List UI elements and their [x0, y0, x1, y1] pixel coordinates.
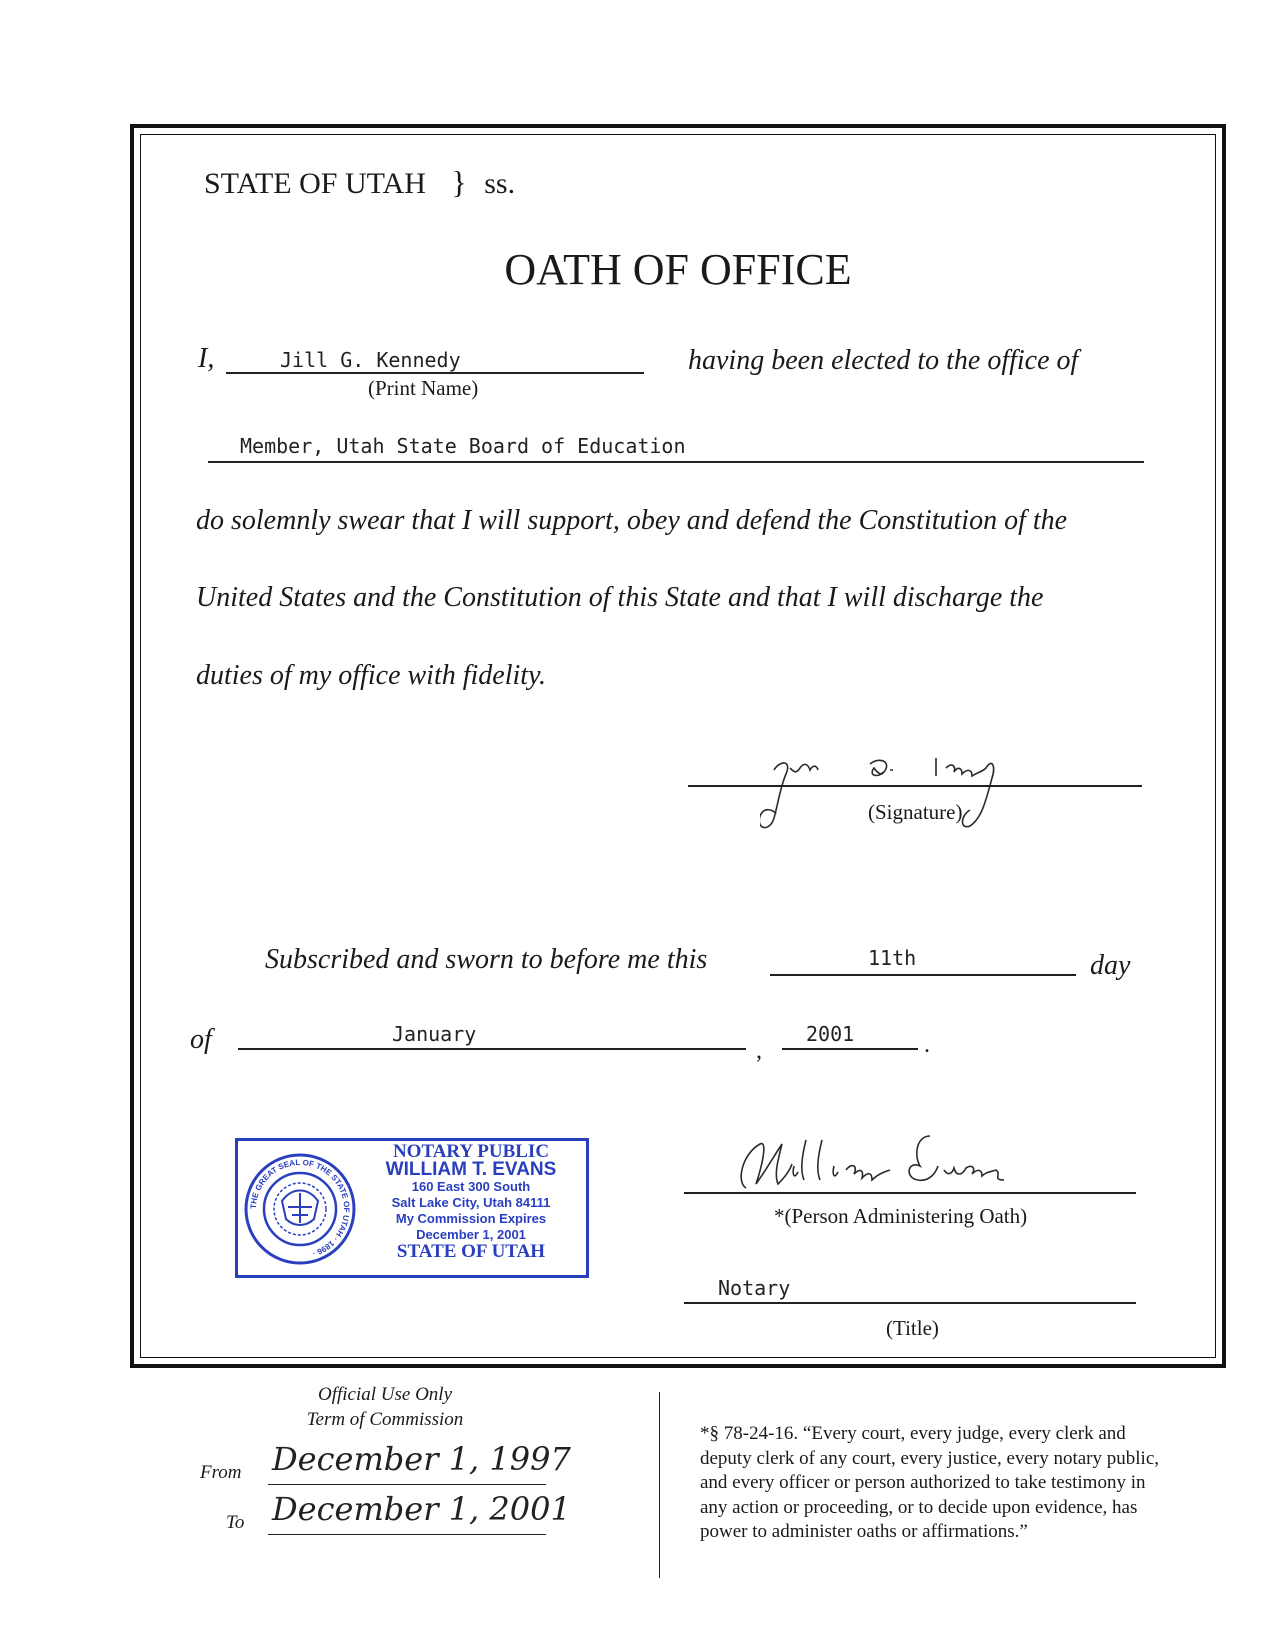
month-line	[238, 1048, 746, 1050]
stamp-line-expiry: December 1, 2001	[416, 1227, 526, 1242]
office-line	[208, 461, 1144, 463]
utah-state-seal	[242, 1147, 360, 1271]
ss-label: ss.	[484, 167, 516, 200]
signature-caption: (Signature)	[868, 800, 963, 824]
day-value: 11th	[868, 946, 917, 970]
year-line	[782, 1048, 918, 1050]
to-label: To	[226, 1512, 245, 1533]
stamp-line-commission: My Commission Expires	[395, 1211, 547, 1226]
statute-line: deputy clerk of any court, every justice, every notary public,	[700, 1447, 1159, 1469]
title-caption: (Title)	[886, 1316, 939, 1340]
print-name-caption: (Print Name)	[368, 376, 479, 400]
year-value: 2001	[806, 1022, 855, 1046]
statute-line: and every officer or person authorized to take testimony in	[700, 1472, 1146, 1493]
oath-text-line1: do solemnly swear that I will support, obey and defend the Constitution of the	[196, 505, 1068, 536]
print-name-line	[226, 372, 644, 374]
from-line	[268, 1484, 546, 1485]
day-line	[770, 974, 1076, 976]
print-name-value: Jill G. Kennedy	[280, 348, 461, 372]
from-date-handwritten: December 1, 1997	[272, 1440, 571, 1478]
statute-line: *§ 78-24-16. “Every court, every judge, every clerk and	[700, 1423, 1126, 1444]
office-value: Member, Utah State Board of Education	[240, 434, 686, 458]
to-line	[268, 1534, 546, 1535]
oath-text-line2: United States and the Constitution of this State and that I will discharge the	[196, 582, 1044, 613]
term-of-commission-line: Term of Commission	[306, 1409, 464, 1430]
brace: }	[451, 164, 467, 200]
from-label: From	[200, 1462, 242, 1483]
title-value: Notary	[718, 1276, 791, 1300]
administrator-signature-line	[684, 1192, 1136, 1194]
oath-text-line3: duties of my office with fidelity.	[196, 660, 546, 691]
sworn-text: Subscribed and sworn to before me this	[265, 944, 708, 975]
section-divider	[659, 1392, 660, 1578]
statute-line: power to administer oaths or affirmations.”	[700, 1521, 1028, 1542]
document-title: OATH OF OFFICE	[504, 245, 852, 294]
stamp-line-address: 160 East 300 South	[411, 1179, 531, 1194]
notary-stamp	[235, 1138, 589, 1278]
administrator-signature	[730, 1130, 1050, 1196]
stamp-line-city: Salt Lake City, Utah 84111	[391, 1195, 551, 1210]
official-use-line: Official Use Only	[317, 1384, 453, 1405]
seal-ring-text: THE GREAT SEAL OF THE STATE OF UTAH · 1896 ·	[248, 1157, 352, 1259]
signature-line	[688, 785, 1142, 787]
to-date-handwritten: December 1, 2001	[272, 1490, 571, 1528]
date-period: .	[924, 1032, 930, 1058]
day-label: day	[1090, 950, 1131, 981]
official-use-heading	[280, 1382, 490, 1432]
title-line	[684, 1302, 1136, 1304]
state-label: STATE OF UTAH	[204, 167, 426, 200]
stamp-line-notary-public: NOTARY PUBLIC	[392, 1141, 550, 1162]
administrator-caption: *(Person Administering Oath)	[774, 1204, 1028, 1228]
statute-line: any action or proceeding, or to decide upon evidence, has	[700, 1496, 1138, 1518]
i-label: I,	[198, 343, 215, 374]
statute-text	[700, 1422, 1159, 1545]
stamp-line-state: STATE OF UTAH	[396, 1241, 546, 1262]
state-heading	[204, 164, 515, 201]
stamp-line-name: WILLIAM T. EVANS	[385, 1159, 557, 1180]
month-value: January	[392, 1022, 477, 1046]
elected-text: having been elected to the office of	[688, 345, 1079, 376]
of-label: of	[190, 1024, 212, 1055]
stamp-text-block	[356, 1143, 586, 1261]
date-comma: ,	[756, 1038, 762, 1064]
